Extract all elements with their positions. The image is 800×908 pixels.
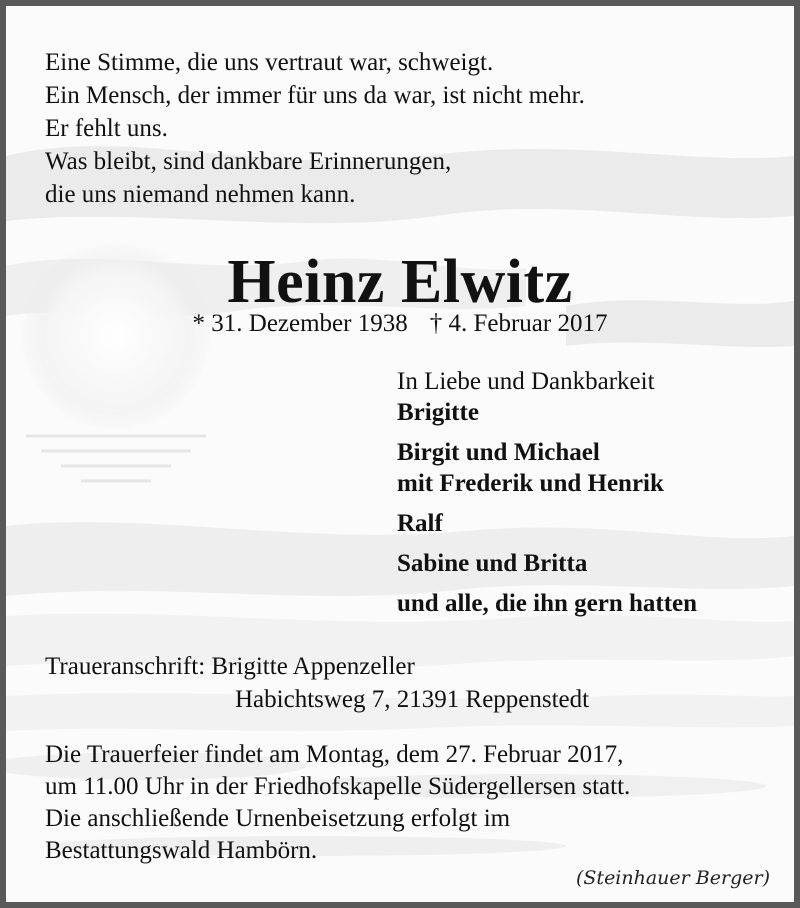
service-line: Die Trauerfeier findet am Montag, dem 27. Februar 2017, <box>45 741 624 768</box>
address-street-city: Habichtsweg 7, 21391 Reppenstedt <box>235 686 590 713</box>
mourning-address <box>45 650 589 716</box>
mourner-name: Ralf <box>397 510 443 537</box>
mourners-intro: In Liebe und Dankbarkeit <box>397 368 655 395</box>
deceased-name: Heinz Elwitz <box>227 248 573 316</box>
service-line: Die anschließende Urnenbeisetzung erfolgt im <box>45 805 511 832</box>
mourners-block <box>397 366 697 619</box>
poem-line: die uns niemand nehmen kann. <box>45 181 356 208</box>
mourner-name: Birgit und Michael <box>397 439 600 466</box>
mourner-name: mit Frederik und Henrik <box>397 470 664 497</box>
undertaker-signature <box>576 866 770 891</box>
death-date: † 4. Februar 2017 <box>429 310 608 337</box>
service-line: Bestattungswald Hambörn. <box>45 837 318 864</box>
funeral-service-info <box>45 739 630 867</box>
poem-line: Eine Stimme, die uns vertraut war, schweigt. <box>45 49 494 76</box>
life-dates <box>6 308 794 340</box>
birth-date: * 31. Dezember 1938 <box>192 310 408 337</box>
mourner-name: Brigitte <box>397 399 479 426</box>
address-person: Brigitte Appenzeller <box>211 653 415 680</box>
mourner-name: und alle, die ihn gern hatten <box>397 590 698 617</box>
poem-line: Was bleibt, sind dankbare Erinnerungen, <box>45 148 452 175</box>
signature-text: (Steinhauer Berger) <box>576 867 770 889</box>
address-label: Traueranschrift: <box>45 653 206 680</box>
service-line: um 11.00 Uhr in der Friedhofskapelle Südergellersen statt. <box>45 773 631 800</box>
poem-line: Er fehlt uns. <box>45 115 168 142</box>
mourner-name: Sabine und Britta <box>397 550 588 577</box>
poem-line: Ein Mensch, der immer für uns da war, ist nicht mehr. <box>45 82 585 109</box>
poem-verse <box>45 46 585 211</box>
